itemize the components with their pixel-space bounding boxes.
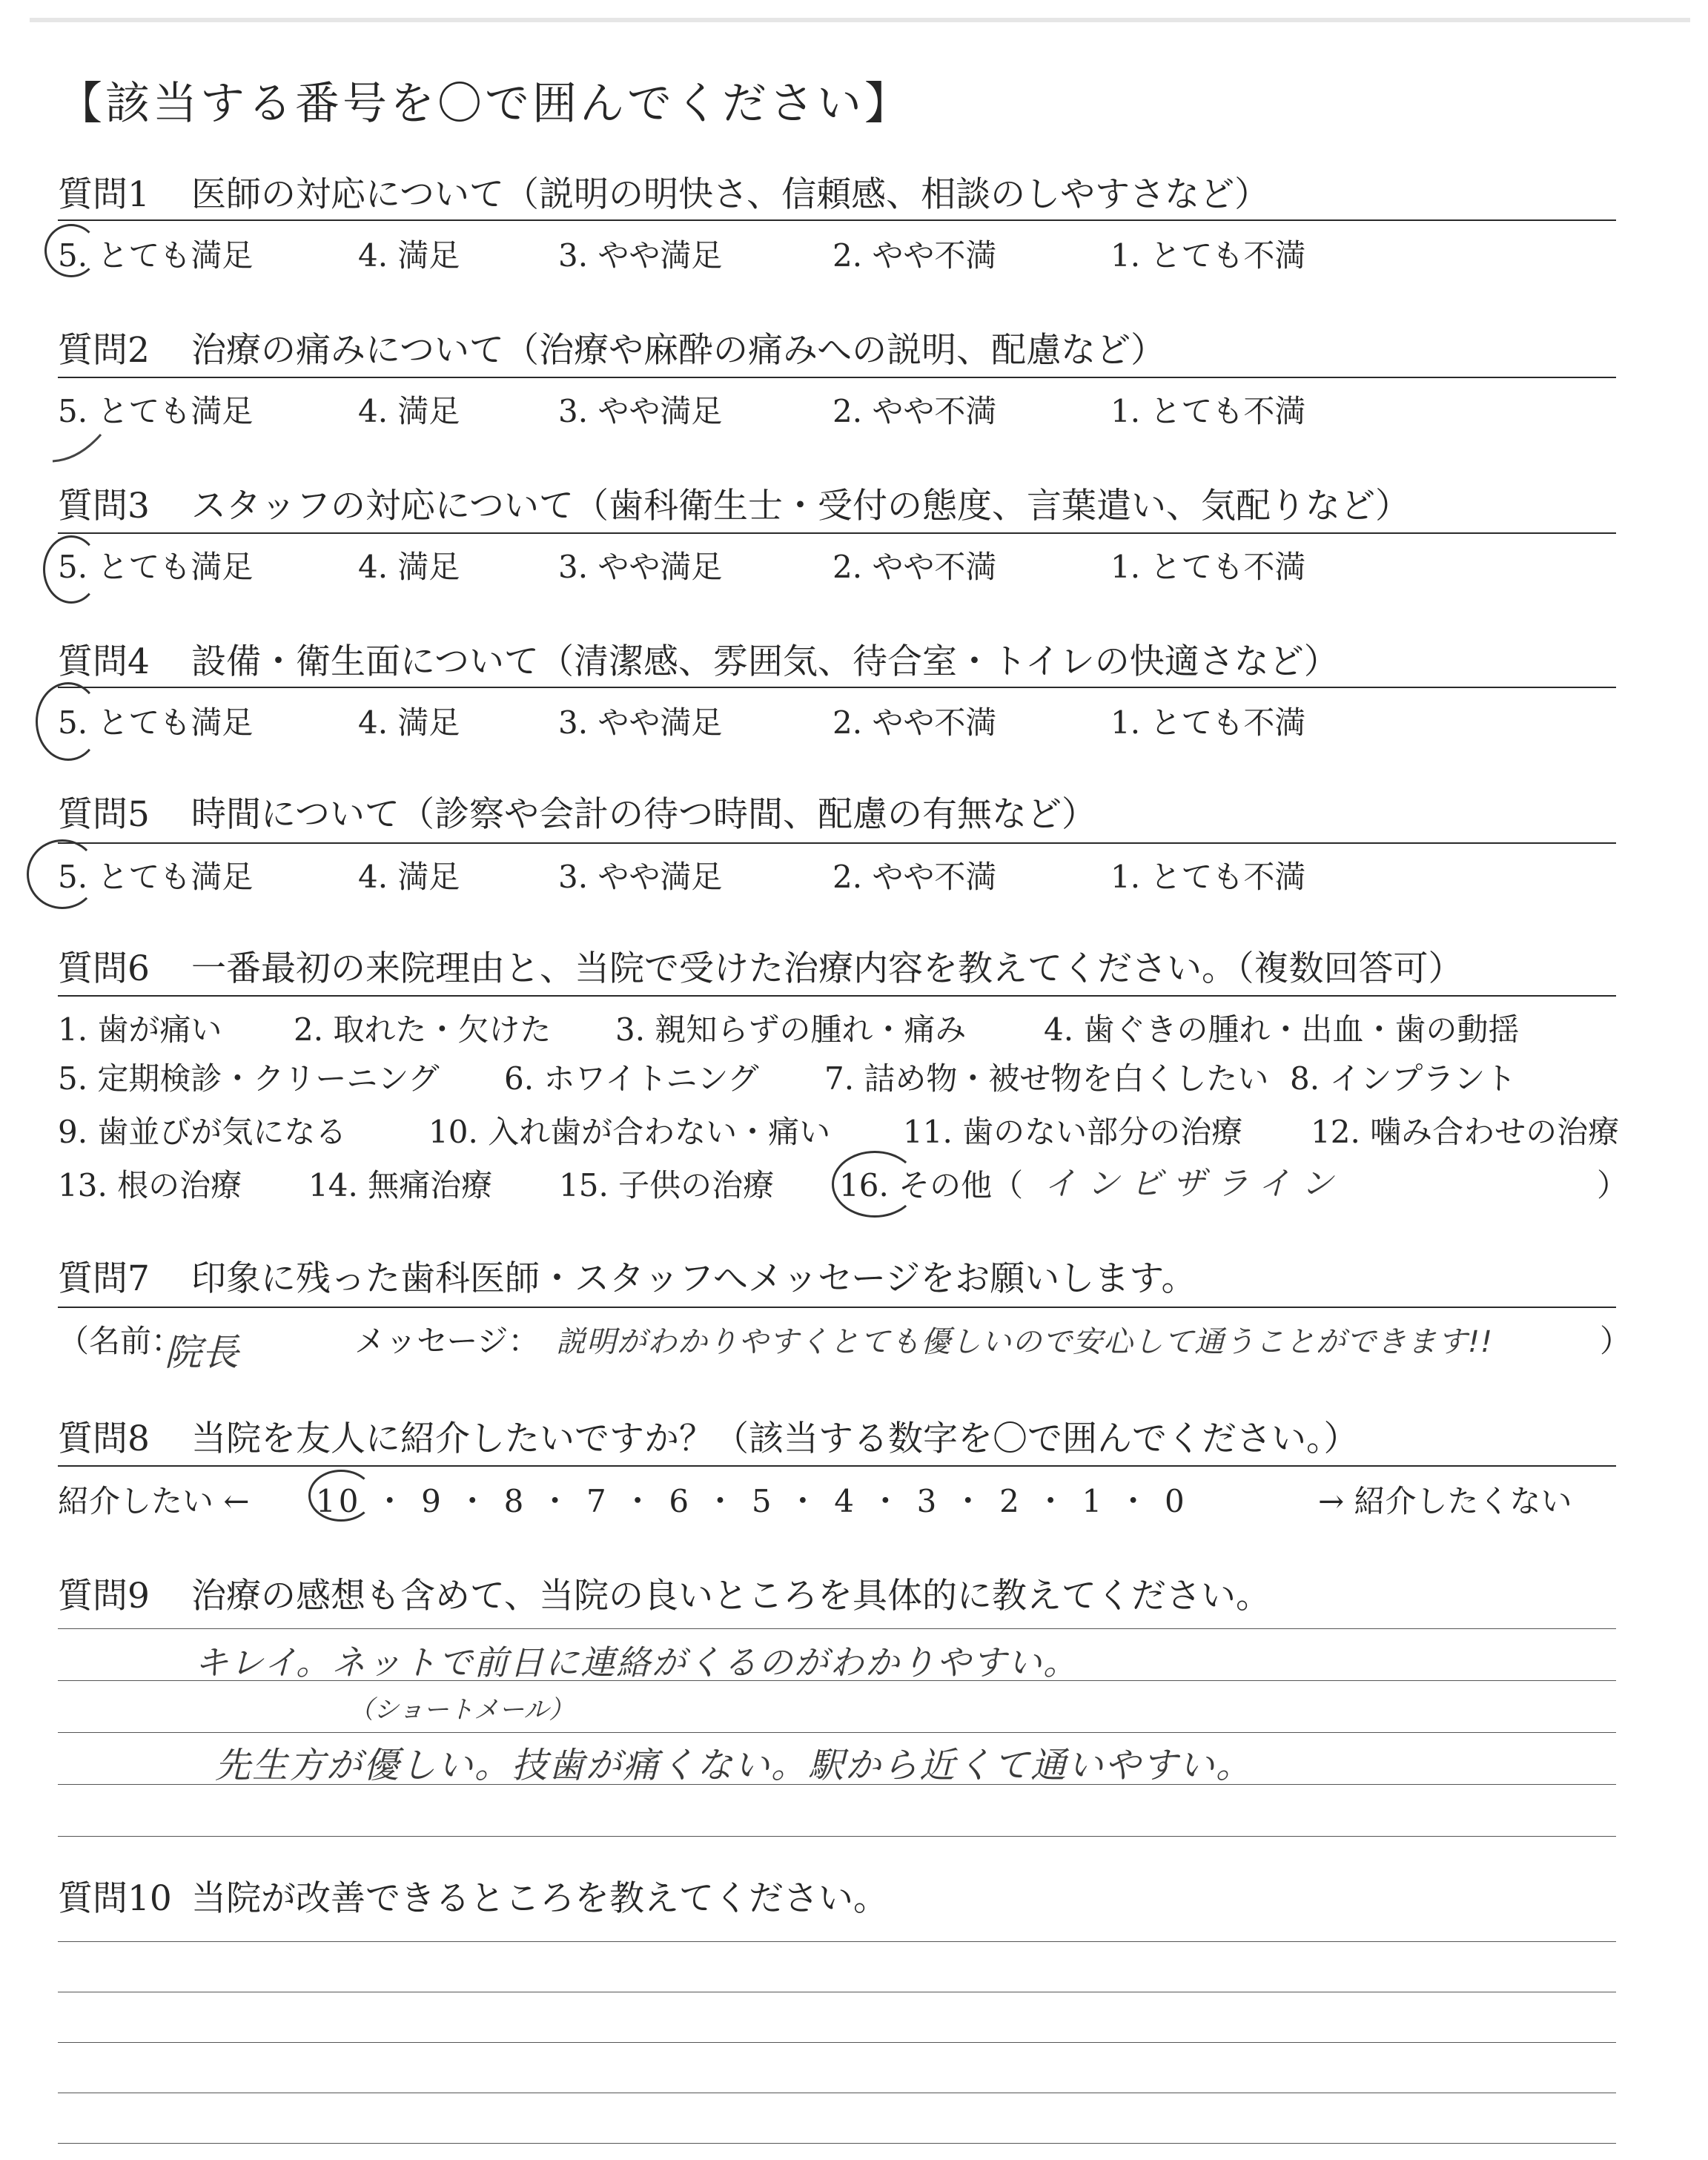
q9-answer-line-3: 先生方が優しい。技歯が痛くない。駅から近くて通いやすい。 xyxy=(215,1745,1254,1786)
question-text: 時間について（診察や会計の待つ時間、配慮の有無など） xyxy=(191,794,1097,835)
question-10 xyxy=(58,1876,1615,1922)
question-number: 質問3 xyxy=(58,486,150,526)
q6-option[interactable]: 12. 噛み合わせの治療 xyxy=(1311,1114,1620,1150)
selection-mark xyxy=(49,430,108,467)
question-number: 質問9 xyxy=(58,1576,150,1616)
page-title: 【該当する番号を〇で囲んでください】 xyxy=(58,78,912,130)
option-5[interactable]: 5. とても満足 xyxy=(58,859,254,895)
message-close: ） xyxy=(1600,1323,1632,1359)
selection-circle xyxy=(43,535,99,604)
question-text: 当院を友人に紹介したいですか？（該当する数字を〇で囲んでください。） xyxy=(191,1418,1359,1459)
q6-option[interactable]: 5. 定期検診・クリーニング xyxy=(58,1060,440,1097)
selection-circle xyxy=(308,1470,374,1522)
top-edge-line xyxy=(30,18,1690,22)
question-text: 一番最初の来院理由と、当院で受けた治療内容を教えてください。（複数回答可） xyxy=(191,948,1463,989)
answer-line xyxy=(58,2143,1616,2144)
question-text: 治療の痛みについて（治療や麻酔の痛みへの説明、配慮など） xyxy=(191,330,1166,371)
selection-circle xyxy=(44,224,98,277)
option-2[interactable]: 2. やや不満 xyxy=(833,549,997,585)
scale-left-label: 紹介したい ← xyxy=(58,1483,250,1519)
q6-option[interactable]: 11. 歯のない部分の治療 xyxy=(903,1114,1243,1150)
q6-option[interactable]: 10. 入れ歯が合わない・痛い xyxy=(428,1114,831,1150)
q6-option[interactable]: 2. 取れた・欠けた xyxy=(294,1011,552,1048)
q6-option[interactable]: 6. ホワイトニング xyxy=(504,1060,759,1097)
option-2[interactable]: 2. やや不満 xyxy=(833,704,997,741)
question-rule xyxy=(58,532,1616,534)
question-4 xyxy=(58,639,1615,685)
question-number: 質問1 xyxy=(58,174,150,215)
question-rule xyxy=(58,219,1616,221)
option-4[interactable]: 4. 満足 xyxy=(358,859,460,895)
option-1[interactable]: 1. とても不満 xyxy=(1110,549,1306,585)
question-rule xyxy=(58,995,1616,997)
option-5[interactable]: 5. とても満足 xyxy=(58,704,254,741)
message-value: 説明がわかりやすくとても優しいので安心して通うことができます!! xyxy=(556,1325,1494,1359)
question-8 xyxy=(58,1416,1615,1462)
question-7 xyxy=(58,1256,1615,1302)
question-number: 質問5 xyxy=(58,794,150,835)
q6-option[interactable]: 9. 歯並びが気になる xyxy=(58,1114,347,1150)
question-text: 印象に残った歯科医師・スタッフへメッセージをお願いします。 xyxy=(191,1258,1196,1299)
answer-line xyxy=(58,1836,1616,1837)
option-3[interactable]: 3. やや満足 xyxy=(558,549,723,585)
question-rule xyxy=(58,1465,1616,1467)
option-2[interactable]: 2. やや不満 xyxy=(833,393,997,429)
option-4[interactable]: 4. 満足 xyxy=(358,393,460,429)
question-rule xyxy=(58,377,1616,378)
question-3 xyxy=(58,483,1615,529)
recommend-scale[interactable]: 10 ・ 9 ・ 8 ・ 7 ・ 6 ・ 5 ・ 4 ・ 3 ・ 2 ・ 1 ・ 0 xyxy=(316,1483,1188,1519)
answer-line xyxy=(58,1941,1616,1942)
name-label: （名前： xyxy=(58,1323,183,1359)
option-3[interactable]: 3. やや満足 xyxy=(558,393,723,429)
option-1[interactable]: 1. とても不満 xyxy=(1110,859,1306,895)
option-3[interactable]: 3. やや満足 xyxy=(558,859,723,895)
question-number: 質問6 xyxy=(58,948,150,989)
question-5 xyxy=(58,792,1615,838)
question-9 xyxy=(58,1573,1615,1619)
option-5[interactable]: 5. とても満足 xyxy=(58,549,254,585)
option-5[interactable]: 5. とても満足 xyxy=(58,393,254,429)
q6-option[interactable]: 7. 詰め物・被せ物を白くしたい xyxy=(824,1060,1269,1097)
answer-line xyxy=(58,1732,1616,1733)
question-number: 質問7 xyxy=(58,1258,150,1299)
selection-circle xyxy=(36,682,101,761)
question-text: スタッフの対応について（歯科衛生士・受付の態度、言葉遣い、気配りなど） xyxy=(191,486,1411,526)
message-label: メッセージ： xyxy=(354,1323,540,1359)
question-number: 質問2 xyxy=(58,330,150,371)
question-1 xyxy=(58,172,1615,218)
option-5[interactable]: 5. とても満足 xyxy=(58,237,254,274)
answer-line xyxy=(58,1628,1616,1629)
question-text: 当院が改善できるところを教えてください。 xyxy=(191,1878,888,1919)
name-value: 院長 xyxy=(165,1331,239,1374)
q6-option[interactable]: 8. インプラント xyxy=(1290,1060,1517,1097)
option-4[interactable]: 4. 満足 xyxy=(358,237,460,274)
question-rule xyxy=(58,1307,1616,1308)
selection-circle xyxy=(27,839,98,909)
q6-option[interactable]: 13. 根の治療 xyxy=(58,1167,242,1203)
question-rule xyxy=(58,687,1616,688)
question-number: 質問10 xyxy=(58,1878,172,1919)
option-4[interactable]: 4. 満足 xyxy=(358,704,460,741)
q9-answer-line-1: キレイ。ネットで前日に連絡がくるのがわかりやすい。 xyxy=(194,1642,1079,1682)
q6-option[interactable]: 4. 歯ぐきの腫れ・出血・歯の動揺 xyxy=(1044,1011,1520,1048)
q6-option[interactable]: 1. 歯が痛い xyxy=(58,1011,222,1048)
question-2 xyxy=(58,328,1615,374)
q6-option-other[interactable]: 16. その他（ xyxy=(839,1167,1024,1203)
option-3[interactable]: 3. やや満足 xyxy=(558,237,723,274)
option-2[interactable]: 2. やや不満 xyxy=(833,859,997,895)
q6-option[interactable]: 14. 無痛治療 xyxy=(308,1167,493,1203)
question-text: 医師の対応について（説明の明快さ、信頼感、相談のしやすさなど） xyxy=(191,174,1270,215)
scale-right-label: → 紹介したくない xyxy=(1318,1483,1572,1519)
question-6 xyxy=(58,946,1615,992)
option-1[interactable]: 1. とても不満 xyxy=(1110,393,1306,429)
q6-other-close: ） xyxy=(1597,1167,1629,1203)
option-2[interactable]: 2. やや不満 xyxy=(833,237,997,274)
option-1[interactable]: 1. とても不満 xyxy=(1110,237,1306,274)
q6-option[interactable]: 3. 親知らずの腫れ・痛み xyxy=(615,1011,967,1048)
option-4[interactable]: 4. 満足 xyxy=(358,549,460,585)
answer-line xyxy=(58,2042,1616,2043)
selection-circle xyxy=(832,1151,918,1218)
q9-answer-line-2: （ショートメール） xyxy=(348,1695,575,1725)
q6-option[interactable]: 15. 子供の治療 xyxy=(559,1167,775,1203)
question-text: 治療の感想も含めて、当院の良いところを具体的に教えてください。 xyxy=(191,1576,1271,1616)
question-number: 質問8 xyxy=(58,1418,150,1459)
question-rule xyxy=(58,842,1616,844)
option-1[interactable]: 1. とても不満 xyxy=(1110,704,1306,741)
q6-other-answer: インビザライン xyxy=(1044,1165,1344,1203)
question-text: 設備・衛生面について（清潔感、雰囲気、待合室・トイレの快適さなど） xyxy=(191,641,1339,682)
question-number: 質問4 xyxy=(58,641,150,682)
option-3[interactable]: 3. やや満足 xyxy=(558,704,723,741)
